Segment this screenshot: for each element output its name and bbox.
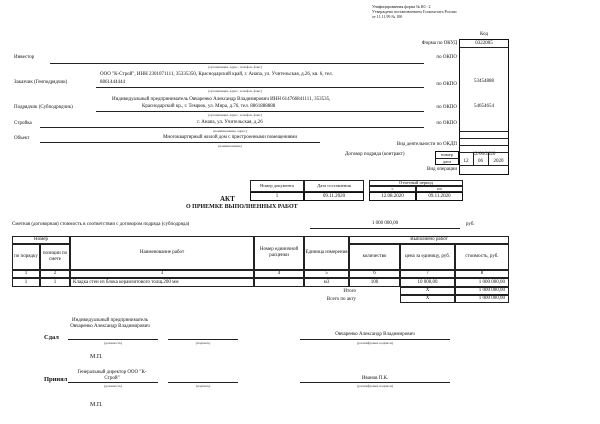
form-note-line-1: Унифицированная форма № КС- 2 — [372, 4, 431, 9]
period-header: Отчетный период — [369, 180, 463, 186]
row-unit: м3 — [304, 278, 349, 287]
object-label: Объект — [14, 136, 30, 141]
okud-value: 0322005 — [475, 41, 493, 46]
th-quantity: количество — [349, 244, 400, 270]
accepted-decoding-caption: (расшифровка подписи) — [357, 384, 393, 388]
doc-date: 09.11.2020 — [304, 192, 364, 201]
okdp-label: Вид деятельности по ОКДП — [396, 142, 457, 147]
col-num-1: 1 — [12, 270, 40, 278]
col-num-6: 6 — [349, 270, 400, 278]
th-price: цена за единицу, руб. — [400, 244, 455, 270]
contractor-caption: (организация, адрес, телефон, факс) — [208, 113, 262, 117]
period-from: 12.08.2020 — [369, 192, 416, 201]
period-to-label: по — [416, 186, 463, 192]
estimate-value: 1 000 000,00 — [371, 221, 399, 226]
grand-total-x: Х — [400, 295, 455, 303]
total-label: Итого — [343, 289, 356, 294]
th-unit: Единица измерения — [304, 236, 349, 270]
customer-line-1: ООО "К-Строй", ИНН 2301071111, 35335350, Краснодарский край, г. Анапа, ул. Учительская, д.26, кв. 6, тел. — [100, 72, 333, 77]
investor-caption: (организация, адрес, телефон, факс) — [208, 65, 262, 69]
investor-label: Инвестор — [14, 55, 35, 60]
th-unit-number: Номер единичной расценки — [254, 236, 304, 270]
col-num-7: 7 — [400, 270, 455, 278]
contract-date-label: дата — [442, 159, 452, 164]
handed-signature-caption: (подпись) — [195, 341, 211, 345]
row-unit-number — [254, 278, 304, 287]
accepted-position: Генеральный директор ООО "К-Строй" — [77, 370, 147, 381]
row-pos: 1 — [40, 278, 70, 287]
estimate-label: Сметная (договорная) стоимость в соответствии с договором подряда (субподряда) — [12, 222, 190, 227]
th-by-order: по порядку — [12, 244, 40, 270]
contract-number-label: номер — [441, 152, 453, 157]
accepted-position-caption: (должность) — [103, 384, 123, 388]
col-num-2: 2 — [40, 270, 70, 278]
customer-label: Заказчик (Генподрядчик) — [14, 80, 68, 85]
estimate-currency: руб. — [466, 222, 475, 227]
handed-stamp: М.П. — [90, 354, 103, 360]
th-item-position: позиции по смете — [40, 244, 70, 270]
operation-label: Вид операции — [427, 167, 457, 172]
th-name: Наименование работ — [70, 236, 254, 270]
customer-caption: (организация, адрес, телефон, факс) — [208, 89, 262, 93]
object-value: Многоквартирный жилой дом с пристроенными помещениями — [162, 135, 298, 140]
act-title: АКТ — [220, 195, 235, 203]
object-caption: (наименование) — [218, 144, 242, 148]
doc-number: 1 — [250, 192, 304, 201]
col-num-4: 4 — [254, 270, 304, 278]
site-value: г. Анапа, ул. Учительская, д.26 — [197, 120, 263, 125]
contractor-label: Подрядчик (Субподрядчик) — [14, 105, 73, 110]
doc-date-header: Дата составления — [304, 180, 364, 192]
handed-position-caption: (должность) — [103, 341, 123, 345]
th-cost: стоимость, руб. — [455, 244, 509, 270]
accepted-stamp: М.П. — [90, 402, 103, 408]
accepted-label: Принял — [44, 376, 68, 383]
row-num: 1 — [12, 278, 40, 287]
okpo-label-site: по ОКПО — [436, 121, 457, 126]
handed-position: Индивидуальный предприниматель Овчаренко Александр Владимирович — [70, 318, 150, 329]
handed-label: Сдал — [44, 334, 59, 341]
col-num-3: 3 — [70, 270, 254, 278]
period-to: 09.11.2020 — [416, 192, 463, 201]
customer-line-2: 8861444444 — [100, 80, 125, 85]
form-note-line-2: Утверждена постановлением Госкомстата России — [372, 9, 457, 14]
row-name: Кладка стен из блока керамзитового толщ.200 мм — [70, 278, 254, 287]
act-subtitle: О ПРИЕМКЕ ВЫПОЛНЕННЫХ РАБОТ — [186, 204, 298, 210]
contractor-line-2: Краснодарский кр., г. Темрюк, ул. Мира, д.76, тел. 8861888888 — [142, 104, 276, 109]
site-caption: (наименование, адрес) — [213, 129, 247, 133]
okpo-label-contractor: по ОКПО — [436, 105, 457, 110]
contract-month: 06 — [478, 159, 483, 164]
okpo-label-customer: по ОКПО — [436, 82, 457, 87]
form-note-line-3: от 11.11.99 № 100 — [372, 14, 403, 19]
col-num-5: 5 — [304, 270, 349, 278]
row-cost: 1 000 000,00 — [455, 278, 509, 287]
contract-number: 12/06/2020 — [472, 152, 496, 157]
grand-total-label: Всего по акту — [326, 297, 356, 302]
okud-label: Форма по ОКУД — [421, 41, 457, 46]
total-x: Х — [400, 287, 455, 295]
total-value: 1 000 000,00 — [455, 287, 509, 295]
okpo-customer-value: 53454888 — [474, 79, 494, 84]
period-from-label: с — [369, 186, 416, 192]
accepted-signature-caption: (подпись) — [195, 384, 211, 388]
th-done: Выполнено работ — [349, 236, 509, 244]
okpo-label-investor: по ОКПО — [436, 55, 457, 60]
row-price: 10 000,00 — [400, 278, 455, 287]
accepted-name: Иванов П.К. — [361, 376, 389, 381]
site-label: Стройка — [14, 121, 32, 126]
contract-label: Договор подряда (контракт) — [345, 152, 405, 157]
contract-day: 12 — [463, 159, 469, 164]
row-qty: 100 — [349, 278, 400, 287]
col-num-8: 8 — [455, 270, 509, 278]
th-number: Номер — [12, 236, 70, 244]
code-label: Код — [480, 32, 488, 37]
contract-year: 2020 — [493, 159, 504, 164]
grand-total-value: 1 000 000,00 — [455, 295, 509, 303]
handed-decoding-caption: (расшифровка подписи) — [357, 341, 393, 345]
okpo-contractor-value: 54654654 — [474, 104, 494, 109]
contractor-line-1: Индивидуальный предприниматель Овчаренко Александр Владимирович ИНН 614766841111, 353535, — [112, 97, 331, 102]
doc-number-header: Номер документа — [250, 180, 304, 192]
investor-line — [50, 63, 424, 64]
handed-name: Овчаренко Александр Владимирович — [335, 332, 415, 337]
